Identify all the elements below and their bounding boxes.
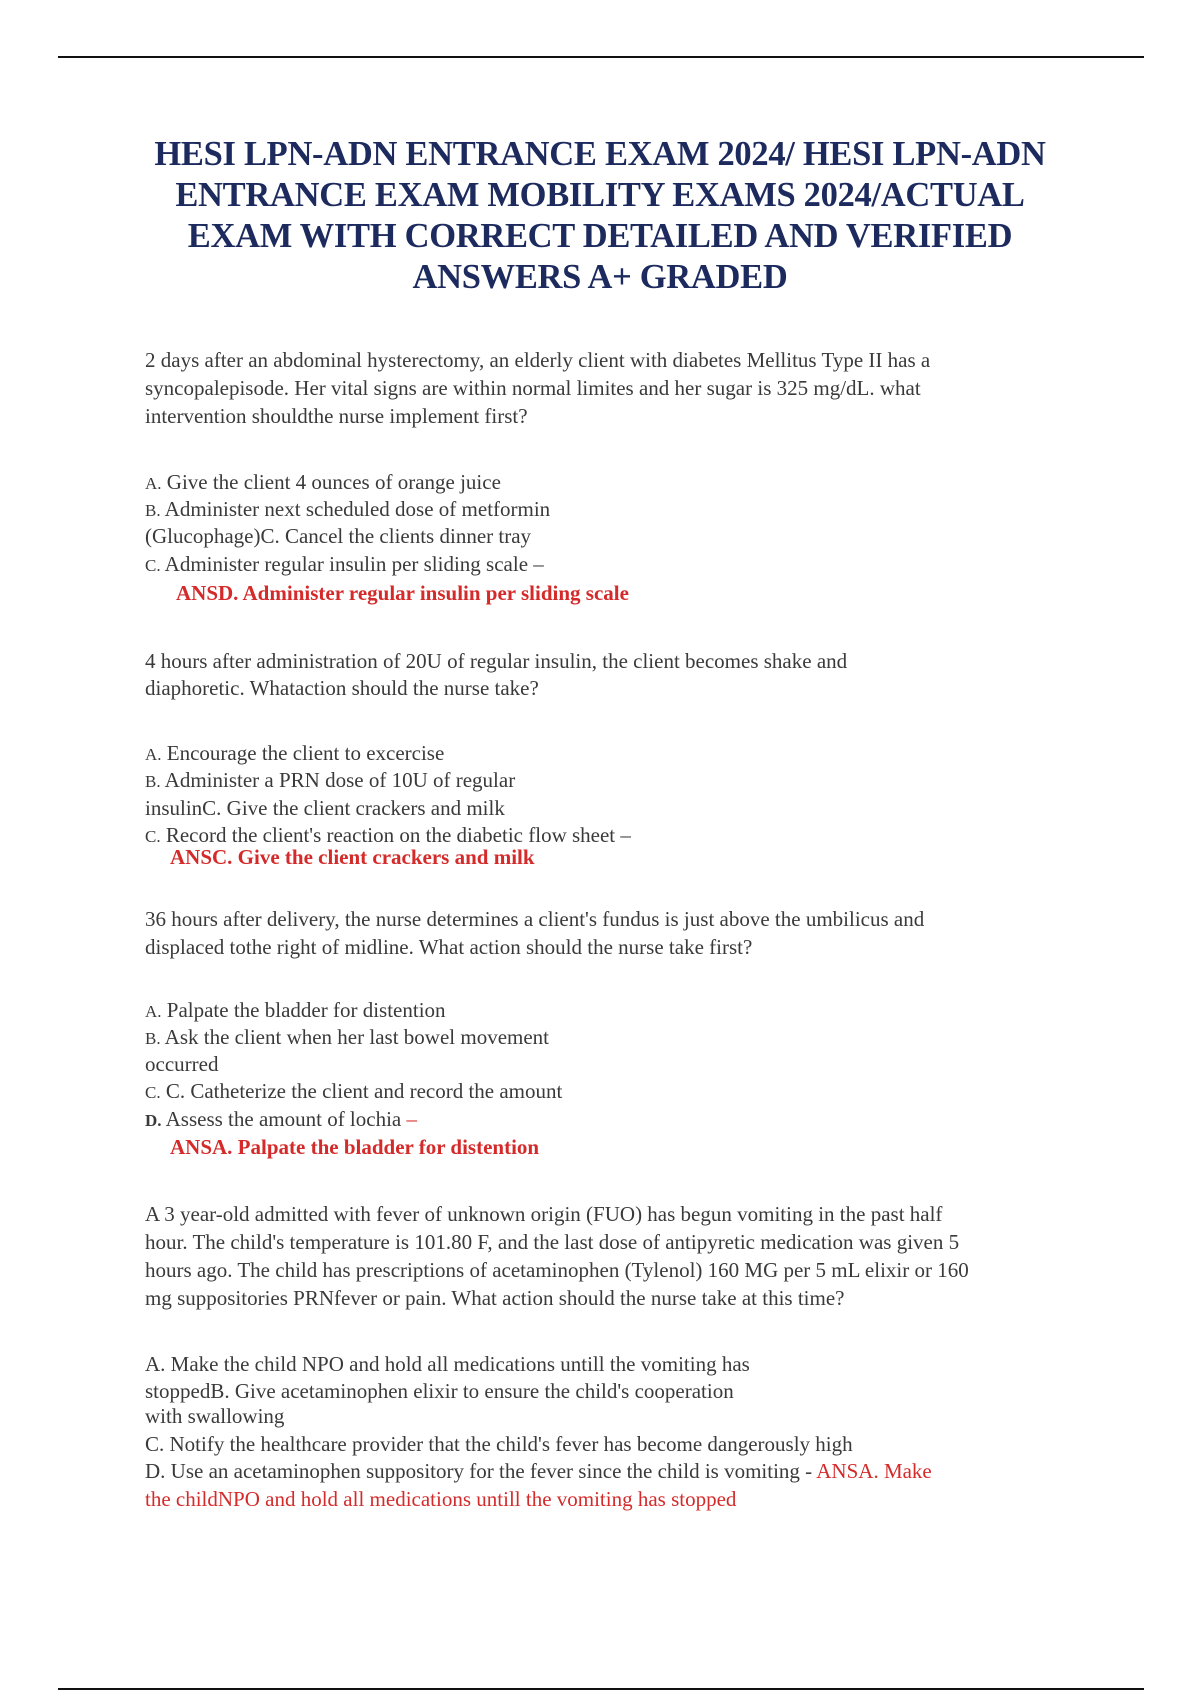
title-line: ENTRANCE EXAM MOBILITY EXAMS 2024/ACTUAL xyxy=(175,176,1025,214)
option-c: C. Notify the healthcare provider that the child's fever has become dangerously high xyxy=(145,1432,853,1456)
option-letter: C. xyxy=(145,1083,161,1102)
option-text: Record the client's reaction on the diabetic flow sheet – xyxy=(160,823,631,847)
question-text: 36 hours after delivery, the nurse determines a client's fundus is just above the umbilicus and xyxy=(145,907,925,931)
option-b: stoppedB. Give acetaminophen elixir to ensure the child's cooperation xyxy=(145,1379,734,1403)
option-a xyxy=(145,740,444,768)
option-letter: B. xyxy=(145,501,161,520)
answer: ANSA. Palpate the bladder for distention xyxy=(170,1135,540,1159)
option-letter: D. xyxy=(145,1111,162,1130)
answer-dash: – xyxy=(406,1107,417,1131)
bottom-rule xyxy=(58,1688,1144,1690)
option-b xyxy=(145,767,515,795)
question-text: displaced tothe right of midline. What action should the nurse take first? xyxy=(145,935,753,959)
document-title xyxy=(110,134,1090,298)
option-text: Administer a PRN dose of 10U of regular xyxy=(160,768,516,792)
option-text: Ask the client when her last bowel movement xyxy=(160,1025,550,1049)
question-text: intervention shouldthe nurse implement first? xyxy=(145,404,528,428)
question-text: syncopalepisode. Her vital signs are within normal limites and her sugar is 325 mg/dL. what xyxy=(145,376,921,400)
option-b-continued: with swallowing xyxy=(145,1404,285,1428)
option-letter: B. xyxy=(145,772,161,791)
title-line: HESI LPN-ADN ENTRANCE EXAM 2024/ HESI LPN-ADN xyxy=(154,135,1046,173)
title-line: ANSWERS A+ GRADED xyxy=(412,258,788,296)
option-b xyxy=(145,1024,549,1052)
option-a: A. Make the child NPO and hold all medications untill the vomiting has xyxy=(145,1352,750,1376)
question-text: 2 days after an abdominal hysterectomy, an elderly client with diabetes Mellitus Type II has a xyxy=(145,348,931,372)
question-text: A 3 year-old admitted with fever of unknown origin (FUO) has begun vomiting in the past half xyxy=(145,1202,943,1226)
option-letter: C. xyxy=(145,827,161,846)
answer: ANSC. Give the client crackers and milk xyxy=(170,845,535,869)
option-c xyxy=(145,1078,562,1106)
option-text: Palpate the bladder for distention xyxy=(161,998,446,1022)
question-text: diaphoretic. Whataction should the nurse take? xyxy=(145,676,539,700)
question-text: hour. The child's temperature is 101.80 F, and the last dose of antipyretic medication was given 5 xyxy=(145,1230,960,1254)
option-b-continued: (Glucophage)C. Cancel the clients dinner tray xyxy=(145,524,532,548)
answer: ANSD. Administer regular insulin per sliding scale xyxy=(176,581,629,605)
question-text: hours ago. The child has prescriptions of acetaminophen (Tylenol) 160 MG per 5 mL elixir or 160 xyxy=(145,1258,969,1282)
top-rule xyxy=(58,56,1144,58)
option-text: D. Use an acetaminophen suppository for the fever since the child is vomiting - xyxy=(145,1459,817,1483)
option-letter: A. xyxy=(145,474,162,493)
option-a xyxy=(145,469,501,497)
option-b xyxy=(145,496,550,524)
question-text: mg suppositories PRNfever or pain. What action should the nurse take at this time? xyxy=(145,1286,845,1310)
option-text: Administer regular insulin per sliding scale – xyxy=(160,552,544,576)
option-b-continued: insulinC. Give the client crackers and milk xyxy=(145,796,505,820)
option-d xyxy=(145,1458,932,1484)
option-letter: B. xyxy=(145,1029,161,1048)
option-a xyxy=(145,997,446,1025)
option-letter: A. xyxy=(145,1002,162,1021)
option-letter: A. xyxy=(145,745,162,764)
option-c xyxy=(145,551,544,579)
title-line: EXAM WITH CORRECT DETAILED AND VERIFIED xyxy=(187,217,1013,255)
option-letter: C. xyxy=(145,556,161,575)
option-d xyxy=(145,1106,417,1134)
option-text: Administer next scheduled dose of metformin xyxy=(160,497,551,521)
option-text: Assess the amount of lochia xyxy=(161,1107,407,1131)
option-b-continued: occurred xyxy=(145,1052,219,1076)
answer-continued: the childNPO and hold all medications untill the vomiting has stopped xyxy=(145,1487,737,1511)
answer: ANSA. Make xyxy=(816,1459,932,1483)
option-text: C. Catheterize the client and record the amount xyxy=(160,1079,563,1103)
option-text: Encourage the client to excercise xyxy=(161,741,445,765)
question-text: 4 hours after administration of 20U of regular insulin, the client becomes shake and xyxy=(145,649,848,673)
option-text: Give the client 4 ounces of orange juice xyxy=(161,470,501,494)
